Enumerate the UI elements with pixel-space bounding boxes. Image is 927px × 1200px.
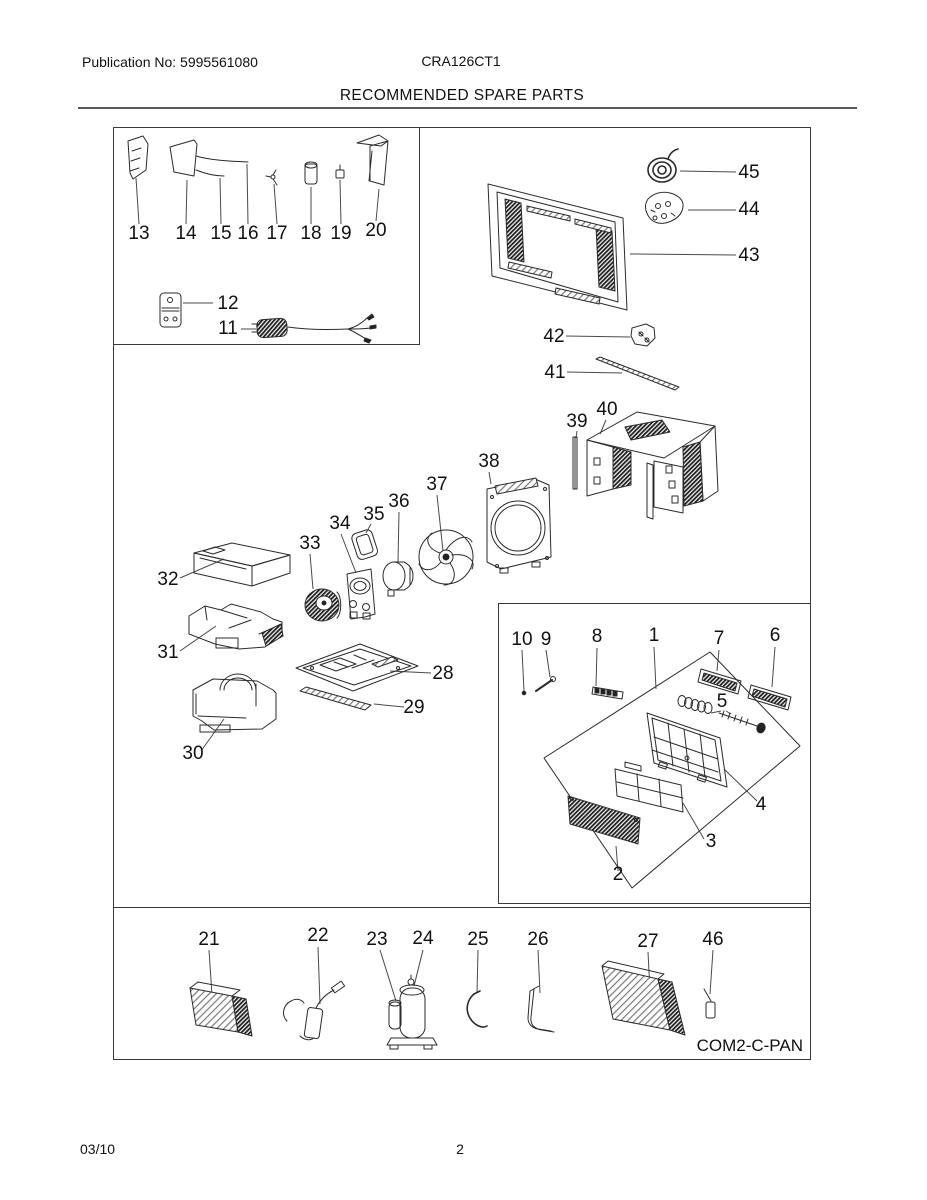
callout-5: 5 <box>716 691 728 712</box>
callout-2: 2 <box>612 864 624 885</box>
part-28-base-pan <box>296 644 418 691</box>
callout-4: 4 <box>755 794 767 815</box>
part-23-24-compressor <box>387 975 437 1049</box>
part-12-cord-clamp <box>160 293 181 327</box>
callout-23: 23 <box>366 929 388 950</box>
part-42-clip <box>631 324 655 346</box>
diagram-code: COM2-C-PAN <box>696 1036 803 1055</box>
part-30-scroll-housing <box>193 674 276 732</box>
callout-35: 35 <box>363 504 385 525</box>
callout-33: 33 <box>299 533 321 554</box>
callout-19: 19 <box>330 223 352 244</box>
callout-18: 18 <box>300 223 322 244</box>
part-31-housing-top <box>189 604 283 649</box>
part-13-bracket <box>128 136 148 179</box>
part-10-screw <box>522 691 526 695</box>
callout-34: 34 <box>329 513 351 534</box>
part-drawings <box>128 135 800 1049</box>
part-14-bracket-plate <box>170 140 197 176</box>
callout-11: 11 <box>218 318 238 339</box>
callout-41: 41 <box>544 362 566 383</box>
diagram-frames <box>114 128 811 1060</box>
part-18-grommet <box>305 162 317 184</box>
leader-lines <box>136 164 775 1004</box>
callout-38: 38 <box>478 451 500 472</box>
part-11-power-cord <box>252 314 376 343</box>
model-number: CRA126CT1 <box>421 53 501 69</box>
part-25-tube <box>467 991 487 1027</box>
part-16-wire-upper <box>196 156 248 162</box>
part-35-motor-gasket <box>351 529 379 561</box>
callout-39: 39 <box>566 411 588 432</box>
outer-border <box>114 128 811 1060</box>
page-title: RECOMMENDED SPARE PARTS <box>339 87 585 104</box>
part-38-fan-shroud <box>487 478 551 573</box>
part-2-intake-grille <box>568 796 640 844</box>
part-41-seal-strip <box>596 357 679 390</box>
callout-27: 27 <box>637 931 659 952</box>
callout-32: 32 <box>157 569 179 590</box>
footer-date: 03/10 <box>80 1141 116 1157</box>
callout-30: 30 <box>182 743 204 764</box>
part-37-fan-blade <box>419 530 473 585</box>
callout-37: 37 <box>426 474 448 495</box>
part-20-bracket-panel <box>357 135 388 185</box>
part-29-pan-seal <box>300 687 371 710</box>
callout-46: 46 <box>702 929 724 950</box>
part-27-condenser <box>602 961 685 1035</box>
part-46-capacitor <box>704 989 715 1018</box>
part-8-terminal-strip <box>592 687 623 699</box>
callout-13: 13 <box>128 223 150 244</box>
part-26-tube <box>528 986 554 1032</box>
callout-45: 45 <box>738 162 760 183</box>
callout-21: 21 <box>198 929 220 950</box>
part-17-clip <box>266 170 277 185</box>
part-19-cap <box>336 165 344 178</box>
callout-26: 26 <box>527 929 549 950</box>
callout-24: 24 <box>412 928 434 949</box>
callout-25: 25 <box>467 929 489 950</box>
part-45-drain-hose-coil <box>648 149 678 182</box>
callout-14: 14 <box>175 223 197 244</box>
part-1-front-assembly-outline <box>544 652 800 888</box>
callout-22: 22 <box>307 925 329 946</box>
part-15-wire-lower <box>196 170 224 176</box>
part-40-cabinet-shell <box>587 412 718 519</box>
part-33-blower-wheel <box>305 589 341 621</box>
part-9-screw <box>536 677 556 692</box>
publication-number: Publication No: 5995561080 <box>82 54 258 70</box>
callout-44: 44 <box>738 199 760 220</box>
footer-page-number: 2 <box>456 1141 464 1157</box>
callout-36: 36 <box>388 491 410 512</box>
callout-20: 20 <box>365 220 387 241</box>
part-6-grille-insert <box>748 685 791 710</box>
callout-labels <box>128 162 780 952</box>
part-39-side-strip <box>573 437 577 489</box>
part-36-fan-motor <box>383 562 413 596</box>
callout-28: 28 <box>432 663 454 684</box>
part-4-front-grille <box>647 713 727 787</box>
callout-12: 12 <box>217 293 239 314</box>
callout-40: 40 <box>596 399 618 420</box>
callout-17: 17 <box>266 223 288 244</box>
callout-10: 10 <box>511 629 533 650</box>
callout-6: 6 <box>769 625 781 646</box>
callout-31: 31 <box>157 642 179 663</box>
callout-1: 1 <box>648 625 660 646</box>
part-34-motor-bracket <box>347 569 375 619</box>
callout-43: 43 <box>738 245 760 266</box>
part-32-air-duct <box>194 543 290 586</box>
callout-3: 3 <box>705 831 717 852</box>
part-43-window-mount-frame <box>488 184 627 310</box>
part-44-hardware-bag <box>645 192 683 223</box>
callout-8: 8 <box>591 626 603 647</box>
callout-7: 7 <box>713 628 725 649</box>
callout-9: 9 <box>540 629 552 650</box>
callout-29: 29 <box>403 697 425 718</box>
callout-42: 42 <box>543 326 565 347</box>
part-22-tube-assembly <box>284 981 345 1040</box>
callout-15: 15 <box>210 223 232 244</box>
part-21-evaporator <box>190 982 252 1036</box>
callout-16: 16 <box>237 223 259 244</box>
